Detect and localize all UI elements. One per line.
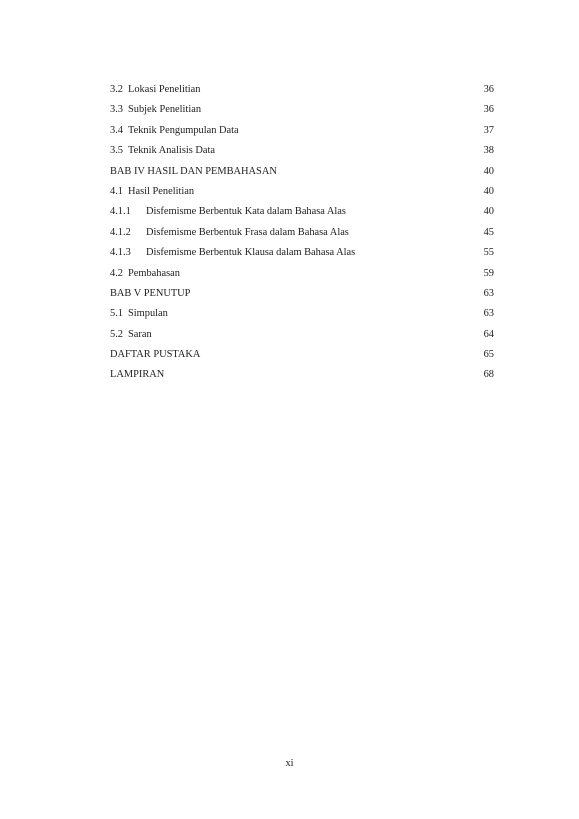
toc-entry-page: 68 [483,369,494,381]
toc-entry-page: 40 [483,206,494,218]
toc-entry-title: Hasil Penelitian [128,185,195,197]
toc-entry [110,100,494,120]
toc-entry-page: 55 [483,247,494,259]
toc-chapter-entry [110,345,494,365]
toc-entry-page: 38 [483,145,494,157]
toc-entry [110,325,494,345]
toc-entry-page: 45 [483,226,494,238]
toc-entry-title: BAB IV HASIL DAN PEMBAHASAN [110,165,277,177]
toc-entry-title: Disfemisme Berbentuk Kata dalam Bahasa Alas [146,206,346,218]
toc-entry-number: 4.1.1 [110,206,131,218]
toc-entry-page: 40 [483,185,494,197]
toc-entry-number: 4.1.2 [110,226,131,238]
toc-subentry [110,223,494,243]
toc-entry-title: Disfemisme Berbentuk Frasa dalam Bahasa Alas [146,226,349,238]
toc-entry-page: 36 [483,84,494,95]
toc-entry [110,141,494,161]
toc-entry-number: 4.2 [110,267,123,279]
toc-chapter-entry [110,365,494,385]
toc-entry-number: 5.2 [110,328,123,340]
toc-entry-title: Simpulan [128,308,168,320]
toc-entry-page: 63 [483,287,494,299]
toc-entry-page: 40 [483,165,494,177]
toc-entry-page: 63 [483,308,494,320]
toc-chapter-entry [110,162,494,182]
toc-entry [110,80,494,100]
page-number: xi [285,758,294,769]
toc-entry-title: Disfemisme Berbentuk Klausa dalam Bahasa Alas [146,247,356,259]
toc-entry-number: 3.3 [110,104,123,116]
toc-entry-title: Teknik Pengumpulan Data [128,124,239,136]
toc-entry-page: 36 [483,104,494,116]
toc-entry [110,121,494,141]
toc-entry [110,182,494,202]
toc-entry-page: 37 [483,124,494,136]
toc-entry-page: 59 [483,267,494,279]
toc-entry-number: 3.4 [110,124,123,136]
toc-entry-number: 3.2 [110,84,123,95]
toc-subentry [110,202,494,222]
toc-entry-title: BAB V PENUTUP [110,287,191,299]
toc-entry-page: 65 [483,349,494,361]
toc-entry-title: Lokasi Penelitian [128,84,201,95]
toc-entry-number: 4.1 [110,185,123,197]
toc-entry-title: LAMPIRAN [110,369,165,381]
toc-entry-title: DAFTAR PUSTAKA [110,349,201,361]
toc-subentry [110,243,494,263]
toc-entry-title: Pembahasan [128,267,180,279]
toc-entry-title: Subjek Penelitian [128,104,202,116]
toc-entry-title: Teknik Analisis Data [128,145,216,157]
toc-entry-title: Saran [128,328,152,340]
table-of-contents [110,80,494,386]
toc-entry [110,304,494,324]
toc-entry-number: 3.5 [110,145,123,157]
toc-entry [110,264,494,284]
toc-entry-page: 64 [483,328,494,340]
toc-entry-number: 4.1.3 [110,247,131,259]
toc-chapter-entry [110,284,494,304]
toc-entry-number: 5.1 [110,308,123,320]
